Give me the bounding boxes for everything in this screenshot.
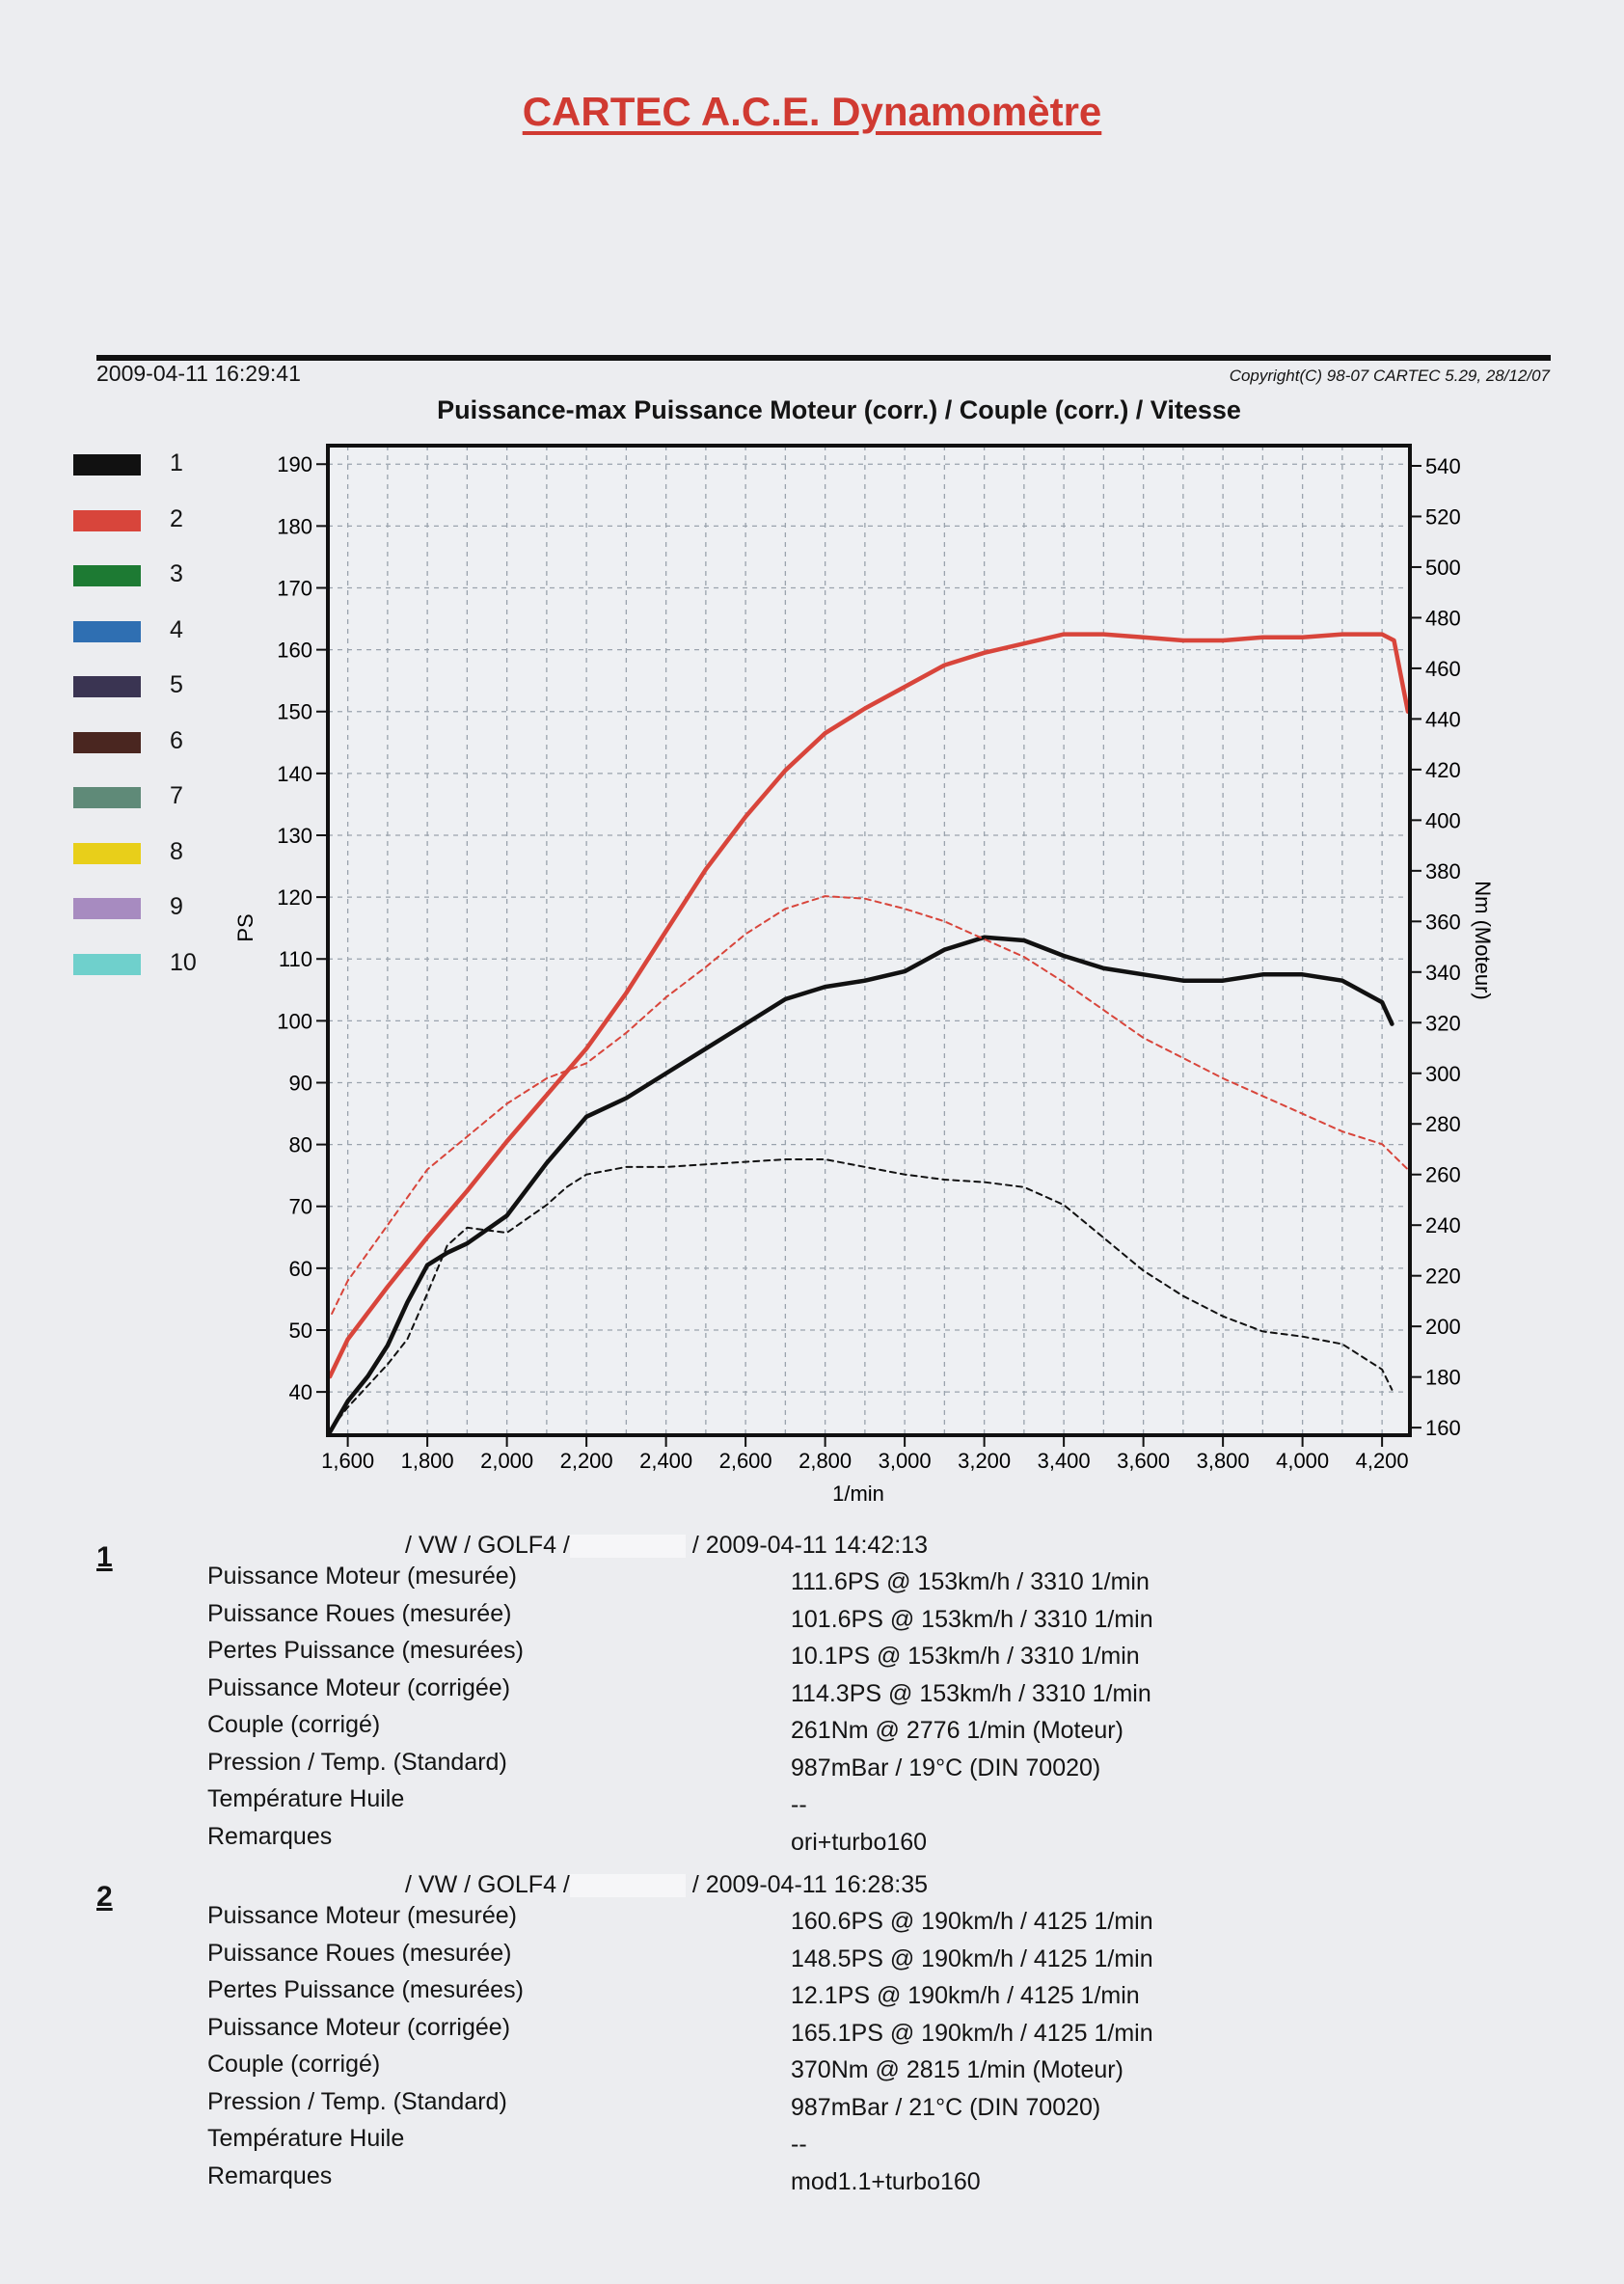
y-tick-label-left: 60 — [288, 1256, 312, 1281]
y-tick-label-right: 160 — [1425, 1416, 1461, 1441]
result-label: Puissance Moteur (corrigée) — [207, 2013, 511, 2041]
y-tick-label-left: 140 — [277, 761, 312, 786]
y-tick-label-right: 480 — [1425, 606, 1461, 631]
y-tick-label-left: 110 — [278, 947, 312, 972]
y-tick-label-right: 380 — [1425, 858, 1461, 884]
legend-label: 1 — [170, 449, 183, 476]
y-tick-label-left: 40 — [288, 1380, 312, 1405]
legend-label: 5 — [170, 671, 183, 698]
y-tick-label-left: 180 — [277, 514, 312, 539]
result-label: Puissance Moteur (mesurée) — [207, 1902, 517, 1929]
legend-label: 4 — [170, 615, 183, 643]
y-tick-label-right: 460 — [1425, 656, 1461, 681]
y-tick-label-right: 540 — [1425, 453, 1461, 478]
x-tick-label: 3,200 — [958, 1449, 1012, 1473]
result-label: Couple (corrigé) — [207, 1711, 381, 1738]
result-value: 10.1PS @ 153km/h / 3310 1/min — [791, 1643, 1140, 1670]
y-tick-label-right: 180 — [1425, 1365, 1461, 1390]
legend-label: 3 — [170, 560, 183, 587]
legend-label: 7 — [170, 782, 183, 809]
y-tick-label-left: 130 — [277, 823, 312, 848]
result-label: Remarques — [207, 1822, 333, 1850]
x-axis-label: 1/min — [832, 1482, 884, 1506]
x-tick-label: 4,000 — [1276, 1449, 1330, 1473]
run-header — [405, 1532, 928, 1560]
result-value: 101.6PS @ 153km/h / 3310 1/min — [791, 1605, 1153, 1633]
x-tick-label: 3,800 — [1196, 1449, 1250, 1473]
result-value: mod1.1+turbo160 — [791, 2167, 981, 2195]
run-vehicle: / VW / GOLF4 / — [405, 1532, 570, 1559]
result-label: Couple (corrigé) — [207, 2051, 381, 2078]
y-tick-label-right: 300 — [1425, 1061, 1461, 1086]
run-datetime: / 2009-04-11 14:42:13 — [685, 1532, 928, 1559]
result-label: Pression / Temp. (Standard) — [207, 1748, 507, 1776]
legend-label: 6 — [170, 726, 183, 754]
result-value: -- — [791, 2131, 807, 2158]
result-value: 370Nm @ 2815 1/min (Moteur) — [791, 2056, 1123, 2083]
result-label: Puissance Moteur (corrigée) — [207, 1673, 511, 1701]
run-datetime: / 2009-04-11 16:28:35 — [685, 1871, 928, 1898]
result-label: Pertes Puissance (mesurées) — [207, 1637, 524, 1664]
y-tick-label-right: 200 — [1425, 1315, 1461, 1340]
result-value: 987mBar / 19°C (DIN 70020) — [791, 1754, 1101, 1781]
redacted-field — [570, 1874, 686, 1897]
x-tick-label: 1,800 — [400, 1449, 454, 1473]
y-tick-label-left: 170 — [277, 576, 312, 601]
legend-label: 2 — [170, 504, 183, 532]
result-value: ori+turbo160 — [791, 1828, 928, 1856]
y-tick-label-left: 150 — [277, 699, 312, 724]
x-tick-label: 3,400 — [1037, 1449, 1091, 1473]
y-tick-label-left: 50 — [288, 1318, 312, 1343]
y-tick-label-left: 190 — [277, 452, 312, 477]
legend-label: 9 — [170, 893, 183, 920]
y-tick-label-left: 120 — [277, 885, 312, 911]
y-tick-label-right: 220 — [1425, 1264, 1461, 1289]
x-tick-label: 1,600 — [321, 1449, 375, 1473]
x-tick-label: 3,600 — [1117, 1449, 1171, 1473]
plot-area — [328, 446, 1410, 1435]
y-tick-label-right: 280 — [1425, 1112, 1461, 1137]
y-axis-label-right: Nm (Moteur) — [1471, 881, 1495, 1000]
y-tick-label-right: 360 — [1425, 910, 1461, 935]
result-label: Puissance Moteur (mesurée) — [207, 1563, 517, 1590]
result-value: -- — [791, 1791, 807, 1818]
x-tick-label: 2,000 — [480, 1449, 534, 1473]
run-number: 2 — [96, 1881, 113, 1913]
copyright-notice: Copyright(C) 98-07 CARTEC 5.29, 28/12/07 — [1229, 367, 1550, 385]
x-tick-label: 4,200 — [1355, 1449, 1409, 1473]
chart-title: Puissance-max Puissance Moteur (corr.) / Couple (corr.) / Vitesse — [437, 395, 1241, 424]
result-value: 114.3PS @ 153km/h / 3310 1/min — [791, 1679, 1151, 1707]
result-value: 12.1PS @ 190km/h / 4125 1/min — [791, 1982, 1140, 2009]
result-value: 165.1PS @ 190km/h / 4125 1/min — [791, 2019, 1153, 2047]
chart-grid — [328, 446, 1410, 1435]
result-label: Pertes Puissance (mesurées) — [207, 1976, 524, 2003]
y-tick-label-right: 440 — [1425, 707, 1461, 732]
x-tick-label: 2,600 — [718, 1449, 772, 1473]
y-tick-label-left: 70 — [288, 1194, 312, 1219]
y-tick-label-right: 500 — [1425, 555, 1461, 580]
legend-label: 10 — [170, 948, 197, 976]
x-tick-label: 2,200 — [559, 1449, 613, 1473]
y-tick-label-right: 260 — [1425, 1162, 1461, 1187]
result-label: Température Huile — [207, 1785, 405, 1812]
result-label: Température Huile — [207, 2125, 405, 2152]
y-tick-label-right: 320 — [1425, 1011, 1461, 1036]
x-tick-label: 2,800 — [798, 1449, 853, 1473]
y-tick-label-left: 80 — [288, 1132, 312, 1157]
result-label: Pression / Temp. (Standard) — [207, 2087, 507, 2115]
x-tick-label: 2,400 — [639, 1449, 693, 1473]
result-value: 261Nm @ 2776 1/min (Moteur) — [791, 1717, 1123, 1744]
result-value: 160.6PS @ 190km/h / 4125 1/min — [791, 1908, 1153, 1935]
legend-label: 8 — [170, 837, 183, 865]
y-tick-label-right: 240 — [1425, 1213, 1461, 1238]
y-tick-label-right: 400 — [1425, 808, 1461, 833]
y-tick-label-right: 520 — [1425, 504, 1461, 530]
y-axis-label-left: PS — [233, 913, 257, 942]
result-value: 111.6PS @ 153km/h / 3310 1/min — [791, 1568, 1150, 1595]
redacted-field — [570, 1535, 686, 1558]
result-label: Puissance Roues (mesurée) — [207, 1599, 512, 1627]
y-tick-label-left: 90 — [288, 1071, 312, 1096]
result-value: 148.5PS @ 190km/h / 4125 1/min — [791, 1944, 1153, 1972]
result-value: 987mBar / 21°C (DIN 70020) — [791, 2093, 1101, 2121]
run-header — [405, 1871, 928, 1899]
y-tick-label-right: 420 — [1425, 757, 1461, 782]
document-title: CARTEC A.C.E. Dynamomètre — [522, 89, 1102, 134]
y-tick-label-right: 340 — [1425, 960, 1461, 985]
report-date: 2009-04-11 16:29:41 — [96, 361, 301, 386]
result-label: Remarques — [207, 2162, 333, 2189]
x-tick-label: 3,000 — [878, 1449, 932, 1473]
run-vehicle: / VW / GOLF4 / — [405, 1871, 570, 1898]
y-tick-label-left: 100 — [277, 1009, 312, 1034]
y-tick-label-left: 160 — [277, 638, 312, 663]
run-number: 1 — [96, 1541, 113, 1573]
result-label: Puissance Roues (mesurée) — [207, 1939, 512, 1967]
